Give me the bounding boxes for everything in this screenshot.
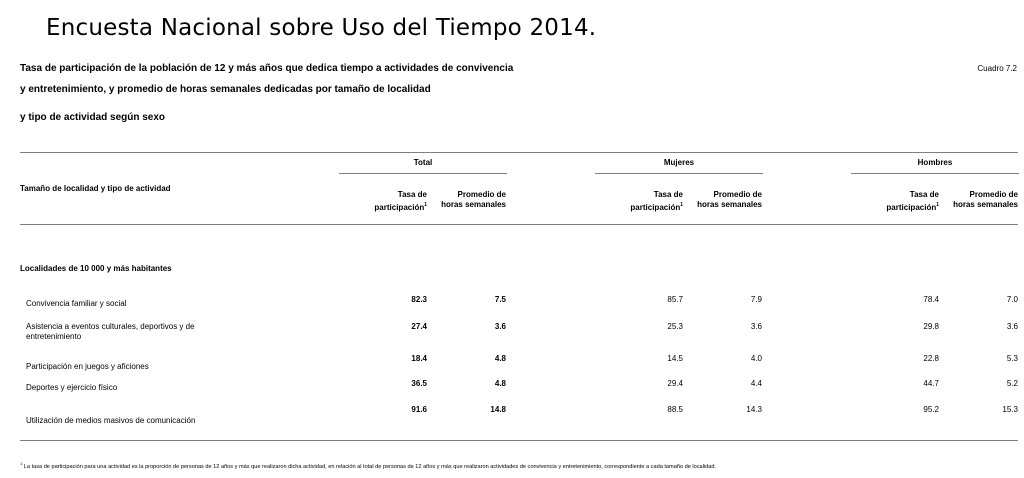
group-head-hombres: Hombres bbox=[917, 158, 953, 167]
cell-hombres-tasa: 78.4 bbox=[923, 295, 939, 304]
cell-mujeres-tasa: 25.3 bbox=[667, 322, 683, 331]
cell-mujeres-promedio: 4.0 bbox=[750, 354, 762, 363]
cell-total-promedio: 4.8 bbox=[494, 354, 506, 363]
col-head-mujeres-tasa: Tasa de participación$^1$ bbox=[630, 190, 683, 212]
col-head-total-tasa: Tasa de participación$^1$ bbox=[374, 190, 427, 212]
cell-total-tasa: 82.3 bbox=[411, 295, 427, 304]
cell-hombres-tasa: 95.2 bbox=[923, 405, 939, 414]
section-label: Localidades de 10 000 y más habitantes bbox=[20, 264, 172, 273]
cell-mujeres-tasa: 88.5 bbox=[667, 405, 683, 414]
cell-hombres-tasa: 29.8 bbox=[923, 322, 939, 331]
row-label-asistencia: Asistencia a eventos culturales, deportivos y de entretenimiento bbox=[26, 322, 195, 341]
hombres-group-rule bbox=[851, 173, 1019, 174]
table-subtitle-line-1: Tasa de participación de la población de 12 y más años que dedica tiempo a actividades de convivencia bbox=[20, 63, 514, 74]
cell-mujeres-promedio: 3.6 bbox=[750, 322, 762, 331]
cell-total-promedio: 3.6 bbox=[494, 322, 506, 331]
table-number: Cuadro 7.2 bbox=[977, 64, 1017, 73]
col-head-total-promedio: Promedio de horas semanales bbox=[441, 190, 506, 209]
table-bottom-rule bbox=[20, 440, 1018, 441]
total-group-rule bbox=[339, 173, 507, 174]
col-head-mujeres-promedio: Promedio de horas semanales bbox=[697, 190, 762, 209]
group-head-mujeres: Mujeres bbox=[663, 158, 695, 167]
cell-total-tasa: 91.6 bbox=[411, 405, 427, 414]
table-subtitle-line-2: y entretenimiento, y promedio de horas semanales dedicadas por tamaño de localidad bbox=[20, 84, 431, 95]
cell-mujeres-promedio: 7.9 bbox=[750, 295, 762, 304]
group-head-total: Total bbox=[413, 158, 433, 167]
cell-mujeres-promedio: 14.3 bbox=[746, 405, 762, 414]
cell-hombres-promedio: 15.3 bbox=[1002, 405, 1018, 414]
cell-total-tasa: 36.5 bbox=[411, 379, 427, 388]
cell-total-promedio: 14.8 bbox=[490, 405, 506, 414]
cell-hombres-promedio: 5.2 bbox=[1006, 379, 1018, 388]
mujeres-group-rule bbox=[595, 173, 763, 174]
col-head-hombres-tasa: Tasa de participación$^1$ bbox=[886, 190, 939, 212]
cell-total-promedio: 4.8 bbox=[494, 379, 506, 388]
col-head-hombres-promedio: Promedio de horas semanales bbox=[953, 190, 1018, 209]
cell-total-tasa: 27.4 bbox=[411, 322, 427, 331]
footnote bbox=[20, 461, 716, 470]
row-header: Tamaño de localidad y tipo de actividad bbox=[20, 184, 171, 193]
cell-hombres-promedio: 7.0 bbox=[1006, 295, 1018, 304]
cell-total-promedio: 7.5 bbox=[494, 295, 506, 304]
footnote-mark: 1 bbox=[20, 461, 23, 466]
cell-hombres-tasa: 22.8 bbox=[923, 354, 939, 363]
row-label-juegos: Participación en juegos y aficiones bbox=[26, 362, 149, 371]
cell-hombres-tasa: 44.7 bbox=[923, 379, 939, 388]
cell-mujeres-tasa: 29.4 bbox=[667, 379, 683, 388]
cell-mujeres-promedio: 4.4 bbox=[750, 379, 762, 388]
row-label-deportes: Deportes y ejercicio físico bbox=[26, 383, 118, 392]
row-label-convivencia: Convivencia familiar y social bbox=[26, 299, 127, 308]
cell-hombres-promedio: 3.6 bbox=[1006, 322, 1018, 331]
cell-hombres-promedio: 5.3 bbox=[1006, 354, 1018, 363]
cell-total-tasa: 18.4 bbox=[411, 354, 427, 363]
page-title: Encuesta Nacional sobre Uso del Tiempo 2014. bbox=[46, 15, 597, 41]
row-label-medios: Utilización de medios masivos de comunicación bbox=[26, 416, 196, 425]
table-subtitle-line-3: y tipo de actividad según sexo bbox=[20, 112, 166, 123]
header-bottom-rule bbox=[20, 224, 1018, 225]
footnote-text: La tasa de participación para una actividad es la proporción de personas de 12 años y más que realizaron dicha actividad, en relación al total de personas de 12 años y más que realizaron actividades de convivencia y entretenimiento, correspondiente a cada tamaño de localidad. bbox=[23, 464, 716, 470]
cell-mujeres-tasa: 14.5 bbox=[667, 354, 683, 363]
cell-mujeres-tasa: 85.7 bbox=[667, 295, 683, 304]
table-top-rule bbox=[20, 152, 1018, 153]
